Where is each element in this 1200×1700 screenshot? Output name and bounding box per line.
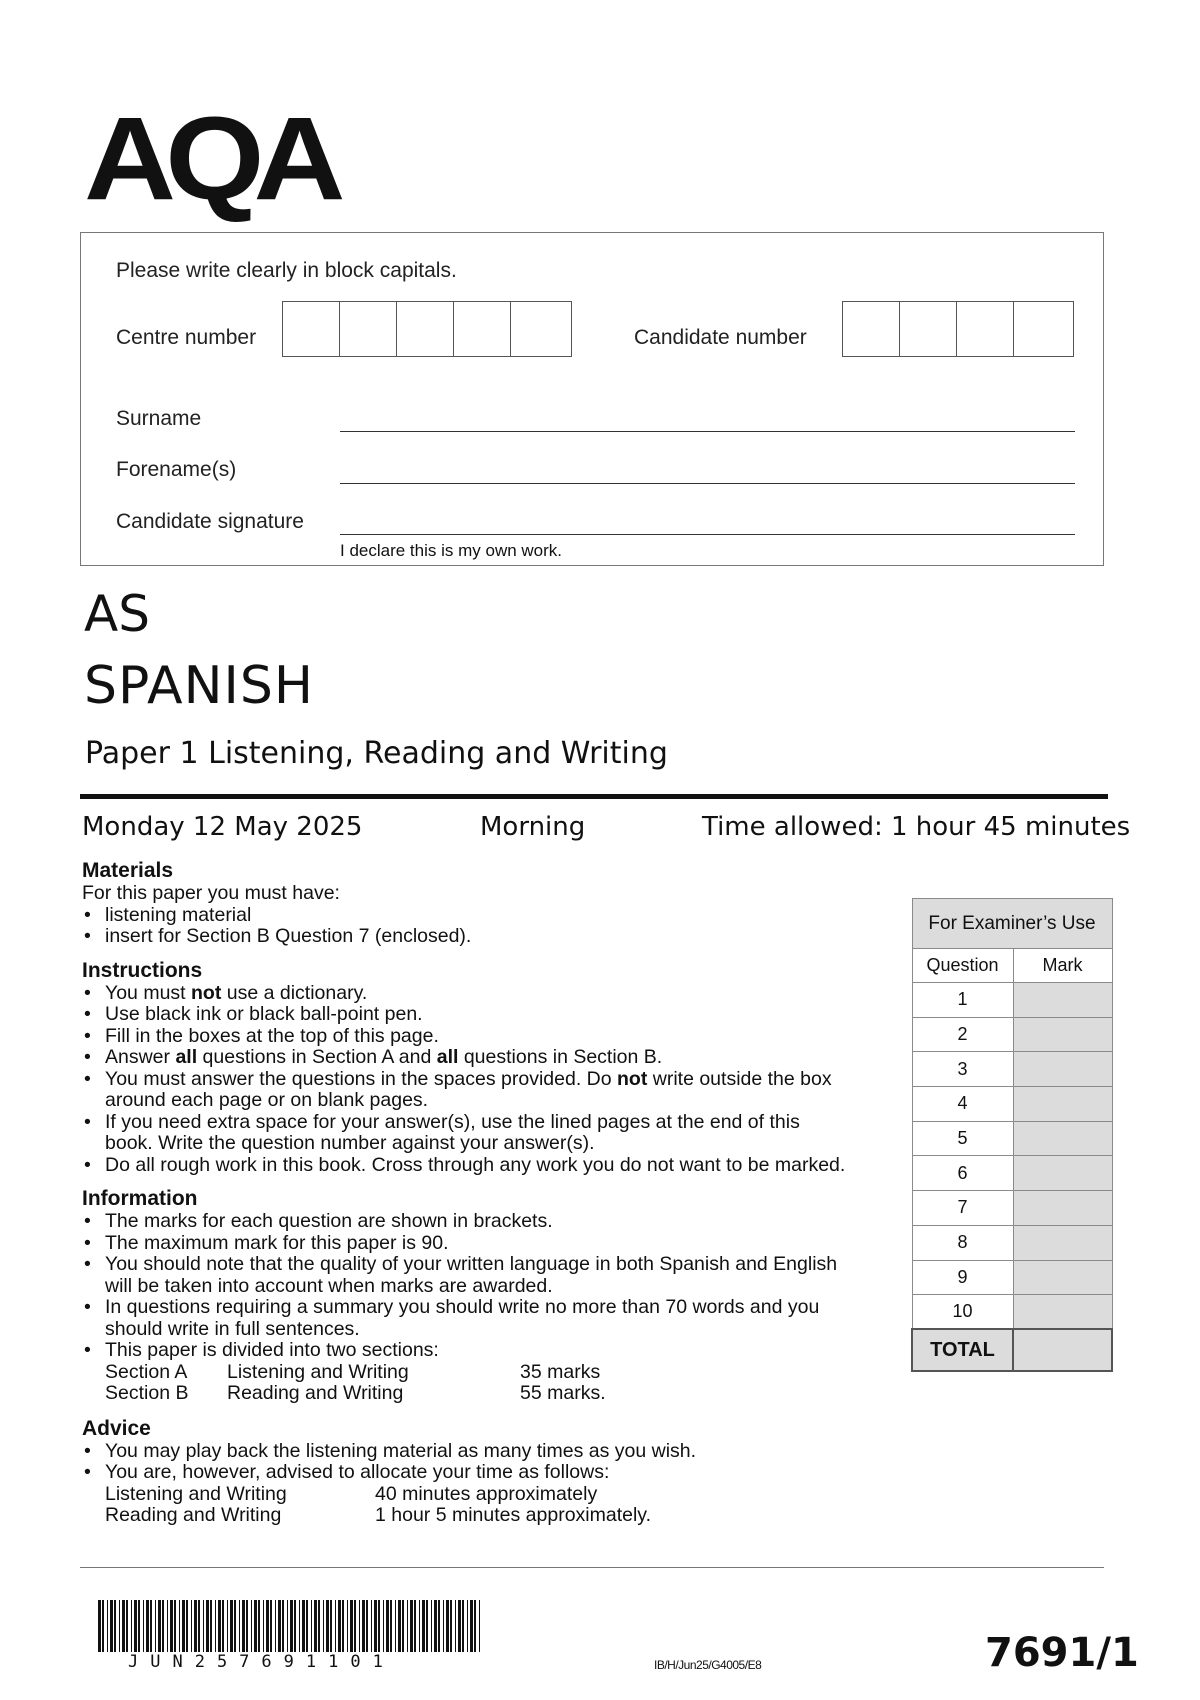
forenames-label: Forename(s) <box>116 458 237 481</box>
barcode-bar <box>206 1600 209 1652</box>
mark-cell[interactable] <box>1013 1191 1112 1226</box>
question-number: 7 <box>912 1191 1013 1226</box>
barcode-bar <box>347 1600 348 1652</box>
barcode-bar <box>479 1600 480 1652</box>
barcode-bar <box>239 1600 240 1652</box>
mark-cell[interactable] <box>1013 1121 1112 1156</box>
barcode-bar <box>275 1600 276 1652</box>
exam-date: Monday 12 May 2025 <box>82 812 363 842</box>
subject-title: SPANISH <box>84 656 314 716</box>
barcode-bar <box>438 1600 440 1652</box>
barcode-bar <box>191 1600 192 1652</box>
centre-number-boxes[interactable] <box>282 301 572 357</box>
barcode-bar <box>342 1600 344 1652</box>
barcode-bar <box>318 1600 320 1652</box>
barcode-bar <box>146 1600 149 1652</box>
barcode-bar <box>174 1600 176 1652</box>
advice-heading: Advice <box>82 1416 151 1440</box>
barcode-bar <box>378 1600 380 1652</box>
barcode-bar <box>386 1600 389 1652</box>
barcode-bar <box>419 1600 420 1652</box>
block-capitals-instruction: Please write clearly in block capitals. <box>116 259 457 282</box>
barcode-bar <box>131 1600 132 1652</box>
barcode-bar <box>407 1600 408 1652</box>
mark-column-header: Mark <box>1013 949 1112 983</box>
barcode-bar <box>234 1600 236 1652</box>
list-item: • listening material <box>82 905 862 927</box>
barcode <box>98 1600 482 1652</box>
list-item: • Do all rough work in this book. Cross through any work you do not want to be marked. <box>82 1155 865 1177</box>
barcode-bar <box>107 1600 108 1652</box>
declaration-text: I declare this is my own work. <box>340 541 563 560</box>
level-title: AS <box>84 585 150 643</box>
barcode-bar <box>311 1600 312 1652</box>
barcode-bar <box>230 1600 233 1652</box>
barcode-bar <box>462 1600 464 1652</box>
advice-list <box>82 1441 862 1484</box>
barcode-bar <box>366 1600 368 1652</box>
list-item: • If you need extra space for your answer(s), use the lined pages at the end of this book. Write the question number against your answer(s). <box>82 1112 845 1155</box>
barcode-bar <box>186 1600 188 1652</box>
barcode-bar <box>203 1600 204 1652</box>
barcode-bar <box>443 1600 444 1652</box>
barcode-bar <box>218 1600 221 1652</box>
barcode-bar <box>362 1600 365 1652</box>
time-allowed: Time allowed: 1 hour 45 minutes <box>702 812 1131 842</box>
barcode-bar <box>251 1600 252 1652</box>
list-item: • Fill in the boxes at the top of this page. <box>82 1026 862 1048</box>
mark-cell[interactable] <box>1013 1260 1112 1295</box>
question-number: 10 <box>912 1295 1013 1330</box>
total-label: TOTAL <box>912 1329 1013 1371</box>
barcode-bar <box>198 1600 200 1652</box>
examiner-table-title: For Examiner’s Use <box>912 899 1112 949</box>
materials-heading: Materials <box>82 859 174 882</box>
examiner-table <box>911 898 1113 1372</box>
barcode-bar <box>158 1600 161 1652</box>
barcode-bar <box>242 1600 245 1652</box>
barcode-bar <box>150 1600 152 1652</box>
barcode-bar <box>138 1600 140 1652</box>
barcode-bar <box>302 1600 305 1652</box>
barcode-bar <box>450 1600 452 1652</box>
mark-cell[interactable] <box>1013 983 1112 1018</box>
barcode-bar <box>338 1600 341 1652</box>
materials-intro: For this paper you must have: <box>82 882 340 904</box>
barcode-bar <box>110 1600 113 1652</box>
barcode-bar <box>215 1600 216 1652</box>
barcode-bar <box>167 1600 168 1652</box>
timings-table <box>82 1484 862 1527</box>
barcode-bar <box>263 1600 264 1652</box>
question-number: 1 <box>912 983 1013 1018</box>
barcode-bar <box>258 1600 260 1652</box>
barcode-bar <box>194 1600 197 1652</box>
barcode-bar <box>434 1600 437 1652</box>
barcode-bar <box>299 1600 300 1652</box>
aqa-logo: AQA <box>84 93 335 225</box>
footer-rule <box>80 1567 1104 1568</box>
barcode-bar <box>170 1600 173 1652</box>
barcode-bar <box>266 1600 269 1652</box>
section-row: Section A Listening and Writing 35 marks <box>105 1360 601 1383</box>
barcode-bar <box>467 1600 468 1652</box>
question-number: 9 <box>912 1260 1013 1295</box>
barcode-bar <box>410 1600 413 1652</box>
information-heading: Information <box>82 1187 198 1210</box>
question-number: 6 <box>912 1156 1013 1191</box>
candidate-number-boxes[interactable] <box>842 301 1074 357</box>
barcode-bar <box>383 1600 384 1652</box>
barcode-bar <box>126 1600 128 1652</box>
list-item: • You must not use a dictionary. <box>82 983 862 1005</box>
barcode-bar <box>143 1600 144 1652</box>
barcode-bar <box>426 1600 428 1652</box>
barcode-bar <box>395 1600 396 1652</box>
mark-cell[interactable] <box>1013 1295 1112 1330</box>
barcode-bar <box>422 1600 425 1652</box>
timing-row: Reading and Writing 1 hour 5 minutes approximately. <box>105 1504 652 1526</box>
mark-cell[interactable] <box>1013 1156 1112 1191</box>
barcode-bar <box>398 1600 401 1652</box>
question-number: 3 <box>912 1052 1013 1087</box>
barcode-bar <box>374 1600 377 1652</box>
list-item: • Use black ink or black ball-point pen. <box>82 1004 862 1026</box>
question-number: 4 <box>912 1087 1013 1122</box>
barcode-bar <box>446 1600 449 1652</box>
barcode-bar <box>458 1600 461 1652</box>
forenames-field[interactable] <box>340 483 1075 484</box>
mark-cell[interactable] <box>1013 1225 1112 1260</box>
question-number: 2 <box>912 1017 1013 1052</box>
list-item: • The maximum mark for this paper is 90. <box>82 1233 862 1255</box>
barcode-bar <box>314 1600 317 1652</box>
information-list <box>82 1211 862 1362</box>
centre-number-label: Centre number <box>116 326 257 349</box>
title-rule <box>80 794 1108 799</box>
barcode-bar <box>335 1600 336 1652</box>
barcode-bar <box>359 1600 360 1652</box>
materials-list <box>82 905 862 948</box>
total-mark-cell[interactable] <box>1013 1329 1112 1371</box>
barcode-text: JUN257691101 <box>128 1652 395 1672</box>
barcode-bar <box>114 1600 116 1652</box>
signature-field[interactable] <box>340 534 1075 535</box>
barcode-bar <box>155 1600 156 1652</box>
barcode-bar <box>455 1600 456 1652</box>
barcode-bar <box>246 1600 248 1652</box>
instructions-list <box>82 983 862 1177</box>
barcode-bar <box>210 1600 212 1652</box>
barcode-bar <box>294 1600 296 1652</box>
question-number: 5 <box>912 1121 1013 1156</box>
list-item: • You should note that the quality of your written language in both Spanish and English will be taken into account when marks are awarded. <box>82 1254 855 1297</box>
barcode-bar <box>354 1600 356 1652</box>
barcode-bar <box>414 1600 416 1652</box>
question-number: 8 <box>912 1225 1013 1260</box>
barcode-bar <box>122 1600 125 1652</box>
candidate-number-label: Candidate number <box>634 326 807 349</box>
barcode-bar <box>278 1600 281 1652</box>
barcode-bar <box>474 1600 476 1652</box>
barcode-bar <box>330 1600 332 1652</box>
list-item: • insert for Section B Question 7 (enclosed). <box>82 926 862 948</box>
list-item: • Answer all questions in Section A and all questions in Section B. <box>82 1047 862 1069</box>
barcode-bar <box>306 1600 308 1652</box>
barcode-bar <box>270 1600 272 1652</box>
paper-code: 7691/1 <box>985 1630 1139 1676</box>
paper-reference: IB/H/Jun25/G4005/E8 <box>654 1658 762 1672</box>
barcode-bar <box>282 1600 284 1652</box>
surname-label: Surname <box>116 407 202 430</box>
list-item: • You must answer the questions in the spaces provided. Do not write outside the box around each page or on blank pages. <box>82 1069 845 1112</box>
timing-row: Listening and Writing 40 minutes approximately <box>105 1482 598 1505</box>
section-row: Section B Reading and Writing 55 marks. <box>105 1382 606 1404</box>
barcode-bar <box>119 1600 120 1652</box>
barcode-bar <box>287 1600 288 1652</box>
list-item: • The marks for each question are shown in brackets. <box>82 1211 862 1233</box>
barcode-bar <box>179 1600 180 1652</box>
paper-title: Paper 1 Listening, Reading and Writing <box>85 736 668 771</box>
mark-cell[interactable] <box>1013 1017 1112 1052</box>
list-item: • In questions requiring a summary you should write no more than 70 words and you should write in full sentences. <box>82 1297 875 1340</box>
barcode-bar <box>102 1600 104 1652</box>
instructions-heading: Instructions <box>82 958 203 982</box>
exam-session: Morning <box>480 812 586 842</box>
barcode-bar <box>390 1600 392 1652</box>
barcode-bar <box>134 1600 137 1652</box>
barcode-bar <box>182 1600 185 1652</box>
barcode-bar <box>470 1600 473 1652</box>
list-item: • This paper is divided into two sections: <box>82 1340 862 1362</box>
barcode-bar <box>350 1600 353 1652</box>
sections-table <box>82 1362 862 1405</box>
rubric-column <box>82 859 862 1527</box>
barcode-bar <box>402 1600 404 1652</box>
barcode-bar <box>371 1600 372 1652</box>
barcode-bar <box>431 1600 432 1652</box>
barcode-bar <box>227 1600 228 1652</box>
barcode-bar <box>98 1600 101 1652</box>
mark-cell[interactable] <box>1013 1087 1112 1122</box>
signature-label: Candidate signature <box>116 510 304 533</box>
barcode-bar <box>290 1600 293 1652</box>
barcode-bar <box>222 1600 224 1652</box>
question-column-header: Question <box>912 949 1013 983</box>
barcode-bar <box>326 1600 329 1652</box>
barcode-bar <box>162 1600 164 1652</box>
barcode-bar <box>254 1600 257 1652</box>
list-item: • You are, however, advised to allocate your time as follows: <box>82 1462 862 1484</box>
barcode-bar <box>323 1600 324 1652</box>
list-item: • You may play back the listening material as many times as you wish. <box>82 1441 862 1463</box>
mark-cell[interactable] <box>1013 1052 1112 1087</box>
surname-field[interactable] <box>340 431 1075 432</box>
